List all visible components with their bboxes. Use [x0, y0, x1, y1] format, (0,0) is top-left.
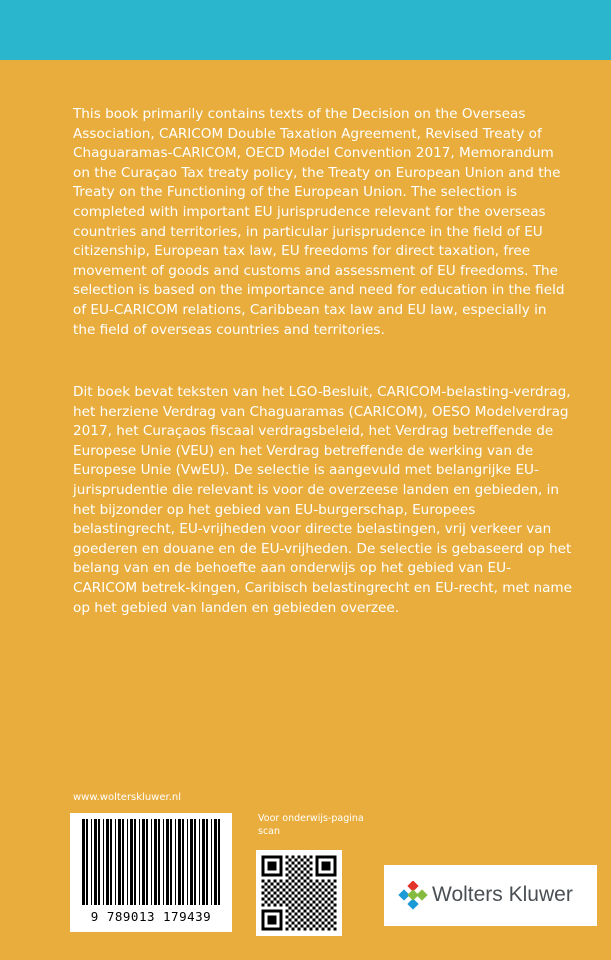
publisher-name: Wolters Kluwer: [432, 883, 573, 906]
top-color-band: [0, 0, 611, 60]
english-description: This book primarily contains texts of the Decision on the Overseas Association, CARICOM Double Taxation Agreement, Revised Treaty of Chaguaramas-CARICOM, OECD Model Convention 2017, Memorandum on the Curaçao Tax treaty policy, the Treaty on European Union and the Treaty on the Functioning of the European Union. The selection is completed with important EU jurisprudence relevant for the overseas countries and territories, in particular jurisprudence in the field of EU citizenship, European tax law, EU freedoms for direct taxation, free movement of goods and customs and assessment of EU freedoms. The selection is based on the importance and need for education in the field of EU-CARICOM relations, Caribbean tax law and EU law, especially in the field of overseas countries and territories.: [73, 106, 565, 338]
dutch-description: Dit boek bevat teksten van het LGO-Besluit, CARICOM-belasting-verdrag, het herziene Verdrag van Chaguaramas (CARICOM), OESO Modelverdrag 2017, het Curaçaos fiscaal verdragsbeleid, het Verdrag betreffende de Europese Unie (VEU) en het Verdrag betreffende de werking van de Europese Unie (VwEU). De selectie is aangevuld met belangrijke EU-jurisprudentie die relevant is voor de overzeese landen en gebieden, in het bijzonder op het gebied van EU-burgerschap, Europees belastingrecht, EU-vrijheden voor directe belastingen, vrij verkeer van goederen en douane en de EU-vrijheden. De selectie is gebaseerd op het belang van en de behoefte aan onderwijs op het gebied van EU-CARICOM betrek-kingen, Caribisch belastingrecht en EU-recht, met name op het gebied van landen en gebieden overzee.: [73, 384, 573, 616]
barcode-number: 9 789013 179439: [90, 909, 212, 924]
qr-code-icon: [256, 850, 342, 936]
barcode-bars: [70, 813, 232, 909]
isbn-barcode: [70, 813, 232, 932]
publisher-logo: [384, 865, 597, 926]
qr-caption: Voor onderwijs-pagina scan: [258, 813, 364, 837]
wolters-kluwer-logo-icon: [398, 881, 428, 911]
qr-code[interactable]: [256, 850, 342, 936]
publisher-website[interactable]: www.wolterskluwer.nl: [73, 792, 181, 803]
